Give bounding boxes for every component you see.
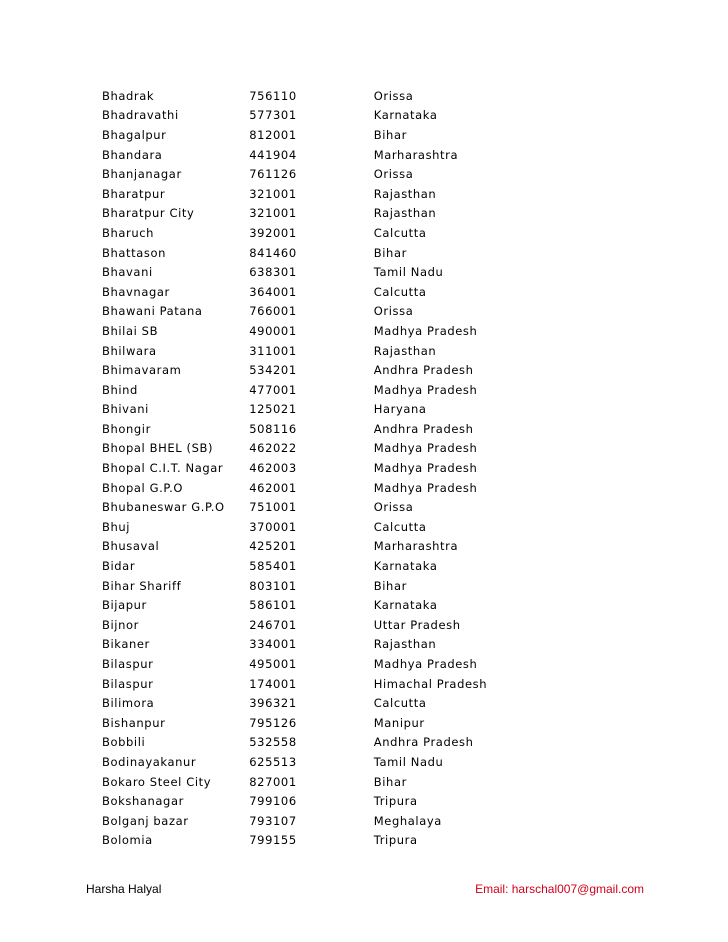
table-row [102,478,522,498]
table-row [102,733,522,753]
pincode-cell: 803101 [249,578,297,593]
pincode-cell: 793107 [249,813,297,828]
table-row [102,458,522,478]
place-cell: Bishanpur [102,715,166,730]
state-cell: Marharashtra [373,539,459,554]
pincode-cell: 462022 [249,441,297,456]
table-row [102,164,522,184]
table-row [102,360,522,380]
state-cell: Tamil Nadu [373,754,444,769]
place-cell: Bijapur [102,598,147,613]
pincode-cell: 334001 [249,637,297,652]
state-cell: Bihar [373,245,407,260]
table-row [102,674,522,694]
pincode-cell: 841460 [249,245,297,260]
state-cell: Rajasthan [373,206,437,221]
state-cell: Himachal Pradesh [373,676,488,691]
table-row [102,693,522,713]
state-cell: Andhra Pradesh [373,421,474,436]
table-row [102,791,522,811]
place-cell: Bhusaval [102,539,160,554]
table-row [102,282,522,302]
pincode-cell: 534201 [249,363,297,378]
pincode-cell: 638301 [249,265,297,280]
state-cell: Tripura [373,794,418,809]
pincode-cell: 174001 [249,676,297,691]
pincode-cell: 321001 [249,206,297,221]
pincode-cell: 462001 [249,480,297,495]
place-cell: Bhopal C.I.T. Nagar [102,461,224,476]
state-cell: Rajasthan [373,637,437,652]
place-cell: Bhimavaram [102,363,182,378]
pincode-cell: 751001 [249,500,297,515]
pincode-cell: 246701 [249,617,297,632]
table-row [102,223,522,243]
place-cell: Bolomia [102,833,153,848]
state-cell: Madhya Pradesh [373,461,478,476]
table-row [102,635,522,655]
table-row [102,125,522,145]
pincode-cell: 125021 [249,402,297,417]
place-cell: Bhubaneswar G.P.O [102,500,225,515]
place-cell: Bhavani [102,265,153,280]
place-cell: Bihar Shariff [102,578,182,593]
table-row [102,419,522,439]
state-cell: Marharashtra [373,147,459,162]
table-row [102,576,522,596]
state-cell: Calcutta [373,696,427,711]
place-cell: Bhadrak [102,88,155,103]
state-cell: Orissa [373,500,414,515]
place-cell: Bokaro Steel City [102,774,212,789]
state-cell: Meghalaya [373,813,442,828]
state-cell: Karnataka [373,598,438,613]
pincode-cell: 477001 [249,382,297,397]
pincode-cell: 495001 [249,657,297,672]
pincode-cell: 396321 [249,696,297,711]
table-row [102,537,522,557]
pincode-cell: 812001 [249,127,297,142]
table-row [102,86,522,106]
table-row [102,302,522,322]
state-cell: Rajasthan [373,186,437,201]
pincode-cell: 321001 [249,186,297,201]
table-row [102,772,522,792]
footer-email: Email: harschal007@gmail.com [475,882,644,896]
place-cell: Bhanjanagar [102,167,182,182]
pincode-cell: 462003 [249,461,297,476]
pincode-cell: 364001 [249,284,297,299]
place-cell: Bhilai SB [102,323,159,338]
pincode-cell: 532558 [249,735,297,750]
state-cell: Tripura [373,833,418,848]
table-row [102,831,522,851]
place-cell: Bhavnagar [102,284,170,299]
place-cell: Bharuch [102,225,155,240]
table-row [102,439,522,459]
pincode-cell: 425201 [249,539,297,554]
table-row [102,556,522,576]
pincode-cell: 799106 [249,794,297,809]
state-cell: Madhya Pradesh [373,657,478,672]
pincode-cell: 311001 [249,343,297,358]
state-cell: Tamil Nadu [373,265,444,280]
place-cell: Bhandara [102,147,163,162]
pincode-table [102,86,522,850]
pincode-cell: 490001 [249,323,297,338]
state-cell: Madhya Pradesh [373,441,478,456]
place-cell: Bilimora [102,696,155,711]
state-cell: Calcutta [373,225,427,240]
footer-author: Harsha Halyal [86,882,162,896]
place-cell: Bikaner [102,637,150,652]
place-cell: Bolganj bazar [102,813,189,828]
state-cell: Madhya Pradesh [373,480,478,495]
state-cell: Orissa [373,167,414,182]
pincode-cell: 441904 [249,147,297,162]
state-cell: Bihar [373,127,407,142]
state-cell: Bihar [373,774,407,789]
table-row [102,752,522,772]
place-cell: Bhopal BHEL (SB) [102,441,214,456]
place-cell: Bhattason [102,245,167,260]
place-cell: Bilaspur [102,657,154,672]
table-row [102,321,522,341]
place-cell: Bokshanagar [102,794,184,809]
place-cell: Bhopal G.P.O [102,480,184,495]
pincode-cell: 585401 [249,559,297,574]
table-row [102,497,522,517]
place-cell: Bilaspur [102,676,154,691]
pincode-cell: 508116 [249,421,297,436]
table-row [102,106,522,126]
table-row [102,184,522,204]
pincode-cell: 766001 [249,304,297,319]
pincode-cell: 577301 [249,108,297,123]
pincode-cell: 756110 [249,88,297,103]
table-row [102,713,522,733]
state-cell: Madhya Pradesh [373,323,478,338]
pincode-cell: 827001 [249,774,297,789]
place-cell: Bhuj [102,519,131,534]
state-cell: Haryana [373,402,427,417]
table-row [102,595,522,615]
place-cell: Bijnor [102,617,139,632]
pincode-cell: 586101 [249,598,297,613]
table-row [102,517,522,537]
state-cell: Madhya Pradesh [373,382,478,397]
state-cell: Karnataka [373,108,438,123]
place-cell: Bhadravathi [102,108,179,123]
pincode-cell: 392001 [249,225,297,240]
place-cell: Bharatpur City [102,206,195,221]
pincode-cell: 795126 [249,715,297,730]
state-cell: Manipur [373,715,425,730]
table-row [102,243,522,263]
pincode-cell: 761126 [249,167,297,182]
state-cell: Orissa [373,88,414,103]
pincode-cell: 370001 [249,519,297,534]
table-row [102,811,522,831]
state-cell: Karnataka [373,559,438,574]
place-cell: Bhongir [102,421,151,436]
pincode-cell: 625513 [249,754,297,769]
state-cell: Andhra Pradesh [373,363,474,378]
place-cell: Bhagalpur [102,127,167,142]
place-cell: Bhawani Patana [102,304,203,319]
place-cell: Bodinayakanur [102,754,197,769]
place-cell: Bhind [102,382,138,397]
table-row [102,341,522,361]
place-cell: Bidar [102,559,136,574]
table-row [102,380,522,400]
table-row [102,400,522,420]
state-cell: Uttar Pradesh [373,617,461,632]
place-cell: Bhivani [102,402,149,417]
state-cell: Calcutta [373,284,427,299]
table-row [102,654,522,674]
table-row [102,145,522,165]
place-cell: Bhilwara [102,343,157,358]
place-cell: Bobbili [102,735,146,750]
table-row [102,262,522,282]
place-cell: Bharatpur [102,186,166,201]
state-cell: Andhra Pradesh [373,735,474,750]
state-cell: Rajasthan [373,343,437,358]
table-row [102,615,522,635]
state-cell: Calcutta [373,519,427,534]
table-row [102,204,522,224]
page-footer [86,882,644,896]
pincode-cell: 799155 [249,833,297,848]
state-cell: Bihar [373,578,407,593]
state-cell: Orissa [373,304,414,319]
